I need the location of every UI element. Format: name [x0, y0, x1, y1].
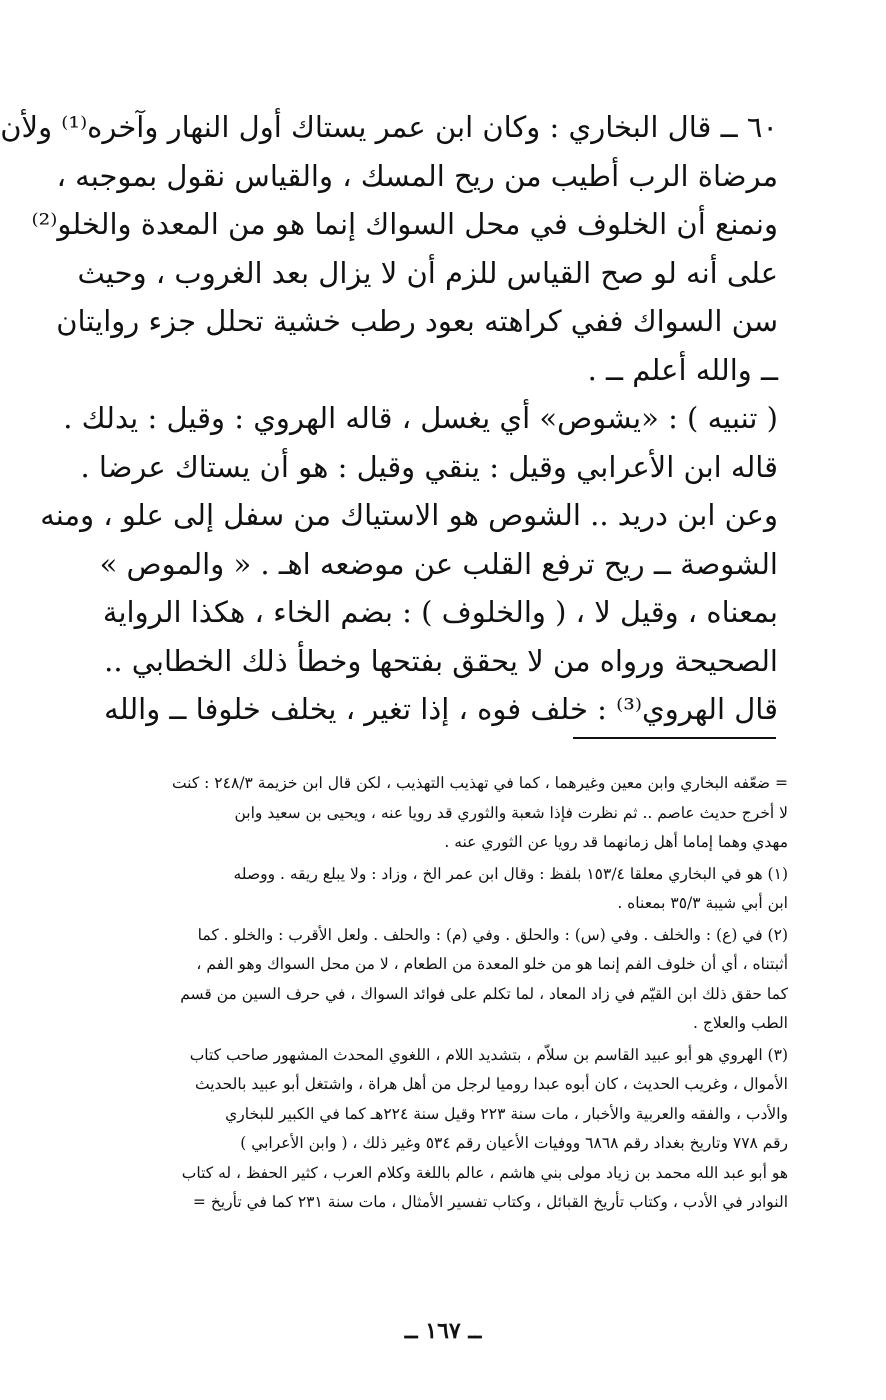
main-text-line: الشوصة ــ ريح ترفع القلب عن موضعه اهـ . « والموص » — [99, 546, 778, 581]
main-text-line: ونمنع أن الخلوف في محل السواك إنما هو من المعدة والخلو⁽²⁾ — [31, 207, 778, 241]
main-text-line: على أنه لو صح القياس للزم أن لا يزال بعد الغروب ، وحيث — [77, 255, 778, 290]
main-text-line: قاله ابن الأعرابي وقيل : ينقي وقيل : هو أن يستاك عرضا . — [80, 449, 778, 484]
footnote-2 — [98, 921, 788, 1039]
main-text — [0, 103, 778, 734]
footnote-line: ابن أبي شيبة ٣٥/٣ بمعناه . — [617, 894, 788, 912]
footnote-line: (١) هو في البخاري معلقا ١٥٣/٤ بلفظ : وقال ابن عمر الخ ، وزاد : ولا يبلع ريقه . ووصله — [233, 864, 788, 883]
footnote-line: مهدي وهما إماما أهل زمانهما قد رويا عن الثوري عنه . — [444, 833, 788, 851]
footnotes — [98, 769, 788, 1220]
footnote-line: الطب والعلاج . — [693, 1014, 788, 1032]
footnote-line: (٣) الهروي هو أبو عبيد القاسم بن سلاّم ، بتشديد اللام ، اللغوي المحدث المشهور صاحب كتاب — [189, 1045, 788, 1064]
main-text-line: ( تنبيه ) : «يشوص» أي يغسل ، قاله الهروي : وقيل : يدلك . — [63, 401, 778, 435]
footnote-line: هو أبو عبد الله محمد بن زياد مولى بني هاشم ، عالم باللغة وكلام العرب ، كثير الحفظ ، له كتاب — [181, 1163, 788, 1182]
main-text-line: الصحيحة ورواه من لا يحقق بفتحها وخطأ ذلك الخطابي .. — [104, 643, 778, 678]
footnote-1 — [98, 860, 788, 919]
footnote-line: النوادر في الأدب ، وكتاب تأريخ القبائل ، وكتاب تفسير الأمثال ، مات سنة ٢٣١ كما في تأريخ = — [192, 1193, 788, 1211]
main-text-line: قال الهروي⁽³⁾ : خلف فوه ، إذا تغير ، يخلف خلوفا ــ والله — [104, 692, 778, 726]
main-text-line: وعن ابن دريد .. الشوص هو الاستياك من سفل إلى علو ، ومنه — [40, 498, 778, 532]
page-number: ــ ١٦٧ ــ — [404, 1318, 482, 1344]
footnote-line: الأموال ، وغريب الحديث ، كان أبوه عبدا روميا لرجل من أهل هراة ، واشتغل أبو عبيد بالحديث — [195, 1075, 788, 1093]
footnote-continuation — [98, 769, 788, 858]
footnote-separator — [573, 737, 776, 739]
main-text-line: ــ والله أعلم ــ . — [587, 352, 778, 387]
main-text-line: بمعناه ، وقيل لا ، ( والخلوف ) : بضم الخاء ، هكذا الرواية — [102, 595, 778, 629]
footnote-line: لا أخرج حديث عاصم .. ثم نظرت فإذا شعبة والثوري قد رويا عنه ، ويحيى بن سعيد وابن — [234, 803, 788, 822]
footnote-line: والأدب ، والفقه والعربية والأخبار ، مات سنة ٢٢٣ وقيل سنة ٢٢٤هـ كما في الكبير للبخاري — [225, 1104, 788, 1123]
footnote-line: = ضعّفه البخاري وابن معين وغيرهما ، كما في تهذيب التهذيب ، لكن قال ابن خزيمة ٢٤٨/٣ : كنت — [171, 774, 788, 792]
footnote-line: (٢) في (ع) : والخلف . وفي (س) : والحلق . وفي (م) : والحلف . ولعل الأقرب : والخلو . كما — [197, 925, 788, 944]
footnote-line: رقم ٧٧٨ وتاريخ بغداد رقم ٦٨٦٨ ووفيات الأعيان رقم ٥٣٤ وغير ذلك ، ( وابن الأعرابي ) — [240, 1134, 788, 1152]
main-text-line: مرضاة الرب أطيب من ريح المسك ، والقياس نقول بموجبه ، — [56, 158, 778, 193]
main-text-line: سن السواك ففي كراهته بعود رطب خشية تحلل جزء روايتان — [56, 304, 778, 338]
footnote-line: كما حقق ذلك ابن القيّم في زاد المعاد ، لما تكلم على فوائد السواك ، في حرف السين من قسم — [180, 984, 788, 1003]
footnote-line: أثبتناه ، أي أن خلوف الفم إنما هو من خلو المعدة من الطعام ، لا من محل السواك وهو الفم ، — [196, 955, 788, 973]
footnote-3 — [98, 1041, 788, 1218]
main-text-line: ٦٠ ــ قال البخاري : وكان ابن عمر يستاك أول النهار وآخره⁽¹⁾ ولأن — [0, 110, 778, 144]
